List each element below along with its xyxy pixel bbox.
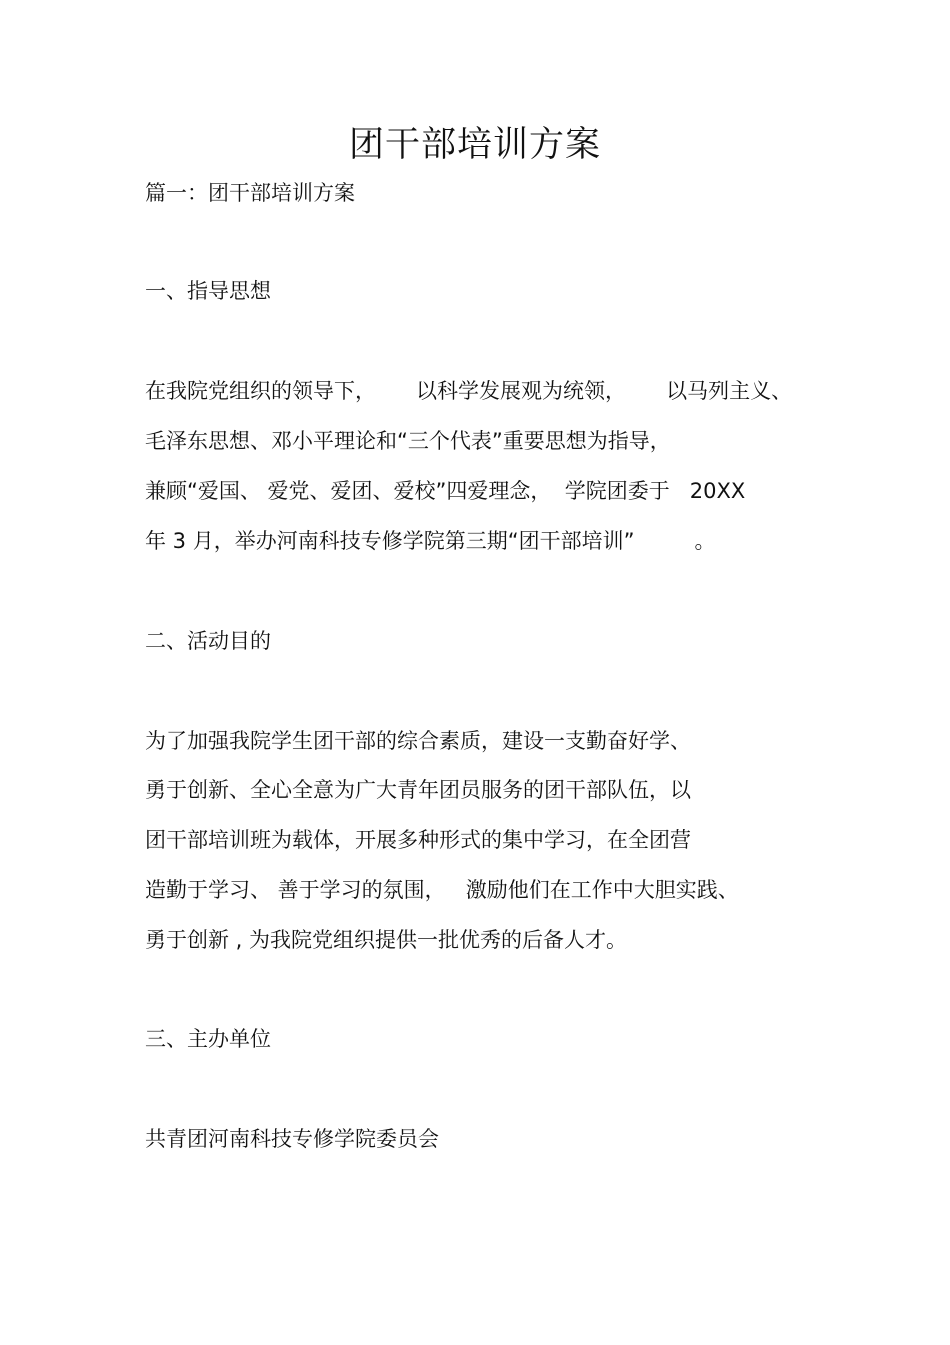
section-heading-organizer: 三、主办单位 (145, 1027, 271, 1051)
paragraph-line: 在我院党组织的领导下， 以科学发展观为统领， 以马列主义、 (145, 379, 793, 403)
paragraph-line: 造勤于学习、 善于学习的氛围， 激励他们在工作中大胆实践、 (145, 878, 739, 902)
paragraph-line: 兼顾“爱国、 爱党、爱团、爱校”四爱理念， 学院团委于 20XX (145, 479, 746, 503)
paragraph-line: 勇于创新 , 为我院党组织提供一批优秀的后备人才。 (145, 928, 628, 952)
paragraph-line: 年 3 月，举办河南科技专修学院第三期“团干部培训” 。 (145, 529, 716, 553)
paragraph-line: 团干部培训班为载体，开展多种形式的集中学习，在全团营 (145, 828, 691, 852)
organizer-name: 共青团河南科技专修学院委员会 (145, 1127, 439, 1151)
document-title: 团干部培训方案 (348, 125, 601, 165)
document-subtitle: 篇一：团干部培训方案 (145, 181, 355, 205)
paragraph-line: 勇于创新、全心全意为广大青年团员服务的团干部队伍，以 (145, 778, 691, 802)
section-heading-activity-purpose: 二、活动目的 (145, 629, 271, 653)
paragraph-line: 为了加强我院学生团干部的综合素质，建设一支勤奋好学、 (145, 729, 691, 753)
paragraph-line: 毛泽东思想、邓小平理论和“三个代表”重要思想为指导， (145, 429, 671, 453)
section-heading-guiding-ideology: 一、指导思想 (145, 279, 271, 303)
